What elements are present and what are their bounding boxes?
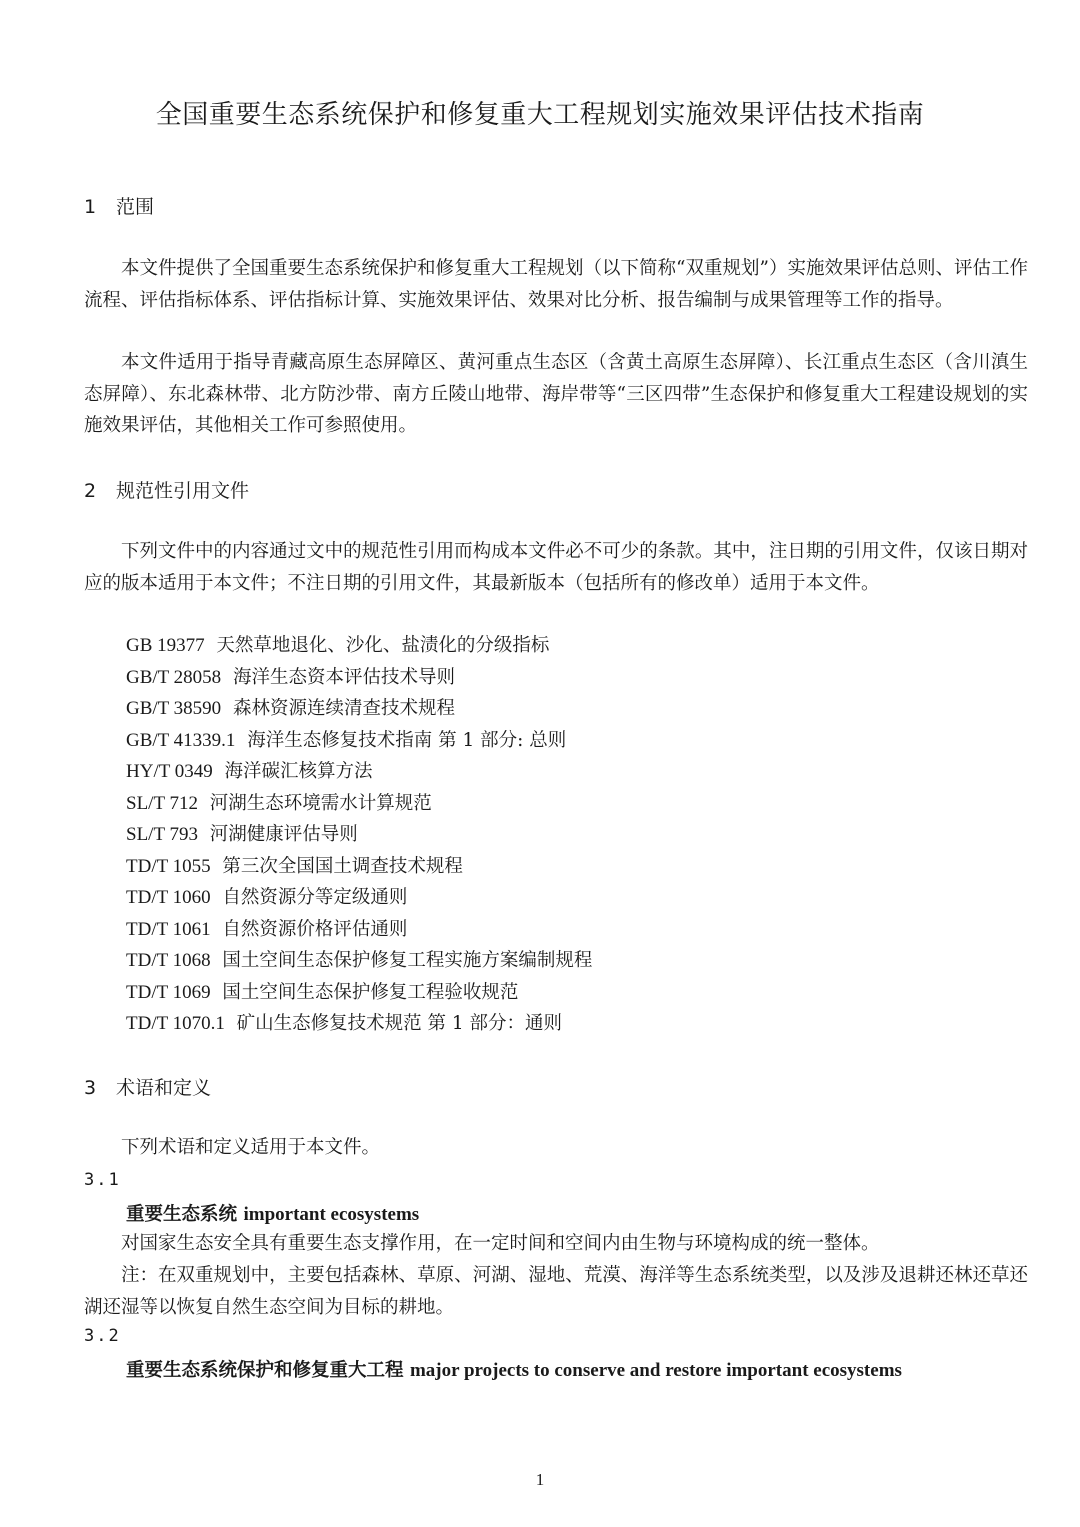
paragraph: 下列文件中的内容通过文中的规范性引用而构成本文件必不可少的条款。其中，注日期的引用文件，仅该日期对应的版本适用于本文件；不注日期的引用文件，其最新版本（包括所有的修改单）适用于本文件。 [84,541,1028,594]
reference-code: GB/T 41339.1 [126,729,236,751]
term-note: 注：在双重规划中，主要包括森林、草原、河湖、湿地、荒漠、海洋等生态系统类型，以及涉及退耕还林还草还湖还湿等以恢复自然生态空间为目标的耕地。 [84,1265,1028,1318]
term-english: important ecosystems [243,1204,420,1225]
reference-name: 河湖生态环境需水计算规范 [209,792,432,814]
clause-number: 3.1 [84,1170,121,1190]
reference-name: 海洋碳汇核算方法 [224,761,373,782]
reference-list [126,630,592,1040]
reference-code: GB/T 38590 [126,698,222,719]
paragraph: 下列术语和定义适用于本文件。 [121,1137,381,1158]
section-heading-terms-definitions [84,1073,211,1100]
term-chinese: 重要生态系统保护和修复重大工程 [126,1360,404,1381]
reference-name: 海洋生态修复技术指南 第 1 部分: 总则 [247,729,567,751]
reference-code: HY/T 0349 [126,761,213,782]
paragraph: 本文件提供了全国重要生态系统保护和修复重大工程规划（以下简称“双重规划”）实施效果评估总则、评估工作流程、评估指标体系、评估指标计算、实施效果评估、效果对比分析、报告编制与成果管理等工作的指导。 [84,258,1028,311]
reference-item [126,725,592,757]
section-number: 2 [84,480,97,502]
reference-item [126,851,592,883]
reference-item [126,693,592,725]
reference-name: 国土空间生态保护修复工程实施方案编制规程 [222,950,593,971]
reference-code: SL/T 793 [126,824,198,845]
reference-code: GB 19377 [126,635,205,656]
paragraph: 本文件适用于指导青藏高原生态屏障区、黄河重点生态区（含黄土高原生态屏障）、长江重点生态区（含川滇生态屏障）、东北森林带、北方防沙带、南方丘陵山地带、海岸带等“三区四带”生态保护和修复重大工程建设规划的实施效果评估，其他相关工作可参照使用。 [84,352,1028,436]
reference-item [126,945,592,977]
section-heading-scope [84,192,154,219]
reference-code: SL/T 712 [126,792,198,814]
section-title: 范围 [116,196,155,218]
section-number: 3 [84,1077,97,1099]
reference-item [126,914,592,946]
reference-name: 森林资源连续清查技术规程 [232,698,455,719]
section-number: 1 [84,196,97,218]
term-english: major projects to conserve and restore important ecosystems [409,1360,902,1381]
reference-code: TD/T 1060 [126,887,211,908]
reference-code: GB/T 28058 [126,666,222,688]
reference-code: TD/T 1055 [126,855,211,877]
reference-item [126,819,592,851]
reference-code: TD/T 1070.1 [126,1013,225,1034]
document-title: 全国重要生态系统保护和修复重大工程规划实施效果评估技术指南 [155,100,925,130]
reference-name: 矿山生态修复技术规范 第 1 部分：通则 [236,1013,563,1034]
reference-name: 自然资源分等定级通则 [222,887,408,908]
reference-item [126,977,592,1009]
reference-name: 海洋生态资本评估技术导则 [232,666,455,688]
term-chinese: 重要生态系统 [126,1204,238,1225]
reference-name: 自然资源价格评估通则 [222,918,408,940]
reference-code: TD/T 1068 [126,950,211,971]
section-title: 术语和定义 [116,1077,212,1099]
clause-number: 3.2 [84,1326,121,1346]
reference-name: 第三次全国国土调查技术规程 [222,855,463,877]
term-entry [126,1356,902,1382]
reference-item [126,788,592,820]
reference-item [126,630,592,662]
reference-item [126,662,592,694]
reference-code: TD/T 1061 [126,918,211,940]
term-definition: 对国家生态安全具有重要生态支撑作用，在一定时间和空间内由生物与环境构成的统一整体。 [121,1233,880,1254]
section-title: 规范性引用文件 [116,480,250,502]
page-number: 1 [535,1470,545,1489]
reference-name: 河湖健康评估导则 [209,824,358,845]
section-heading-normative-references [84,476,249,503]
reference-item [126,882,592,914]
reference-name: 天然草地退化、沙化、盐渍化的分级指标 [216,635,550,656]
reference-item [126,1008,592,1040]
reference-name: 国土空间生态保护修复工程验收规范 [222,981,519,1003]
term-entry [126,1200,419,1226]
reference-item [126,756,592,788]
reference-code: TD/T 1069 [126,981,211,1003]
